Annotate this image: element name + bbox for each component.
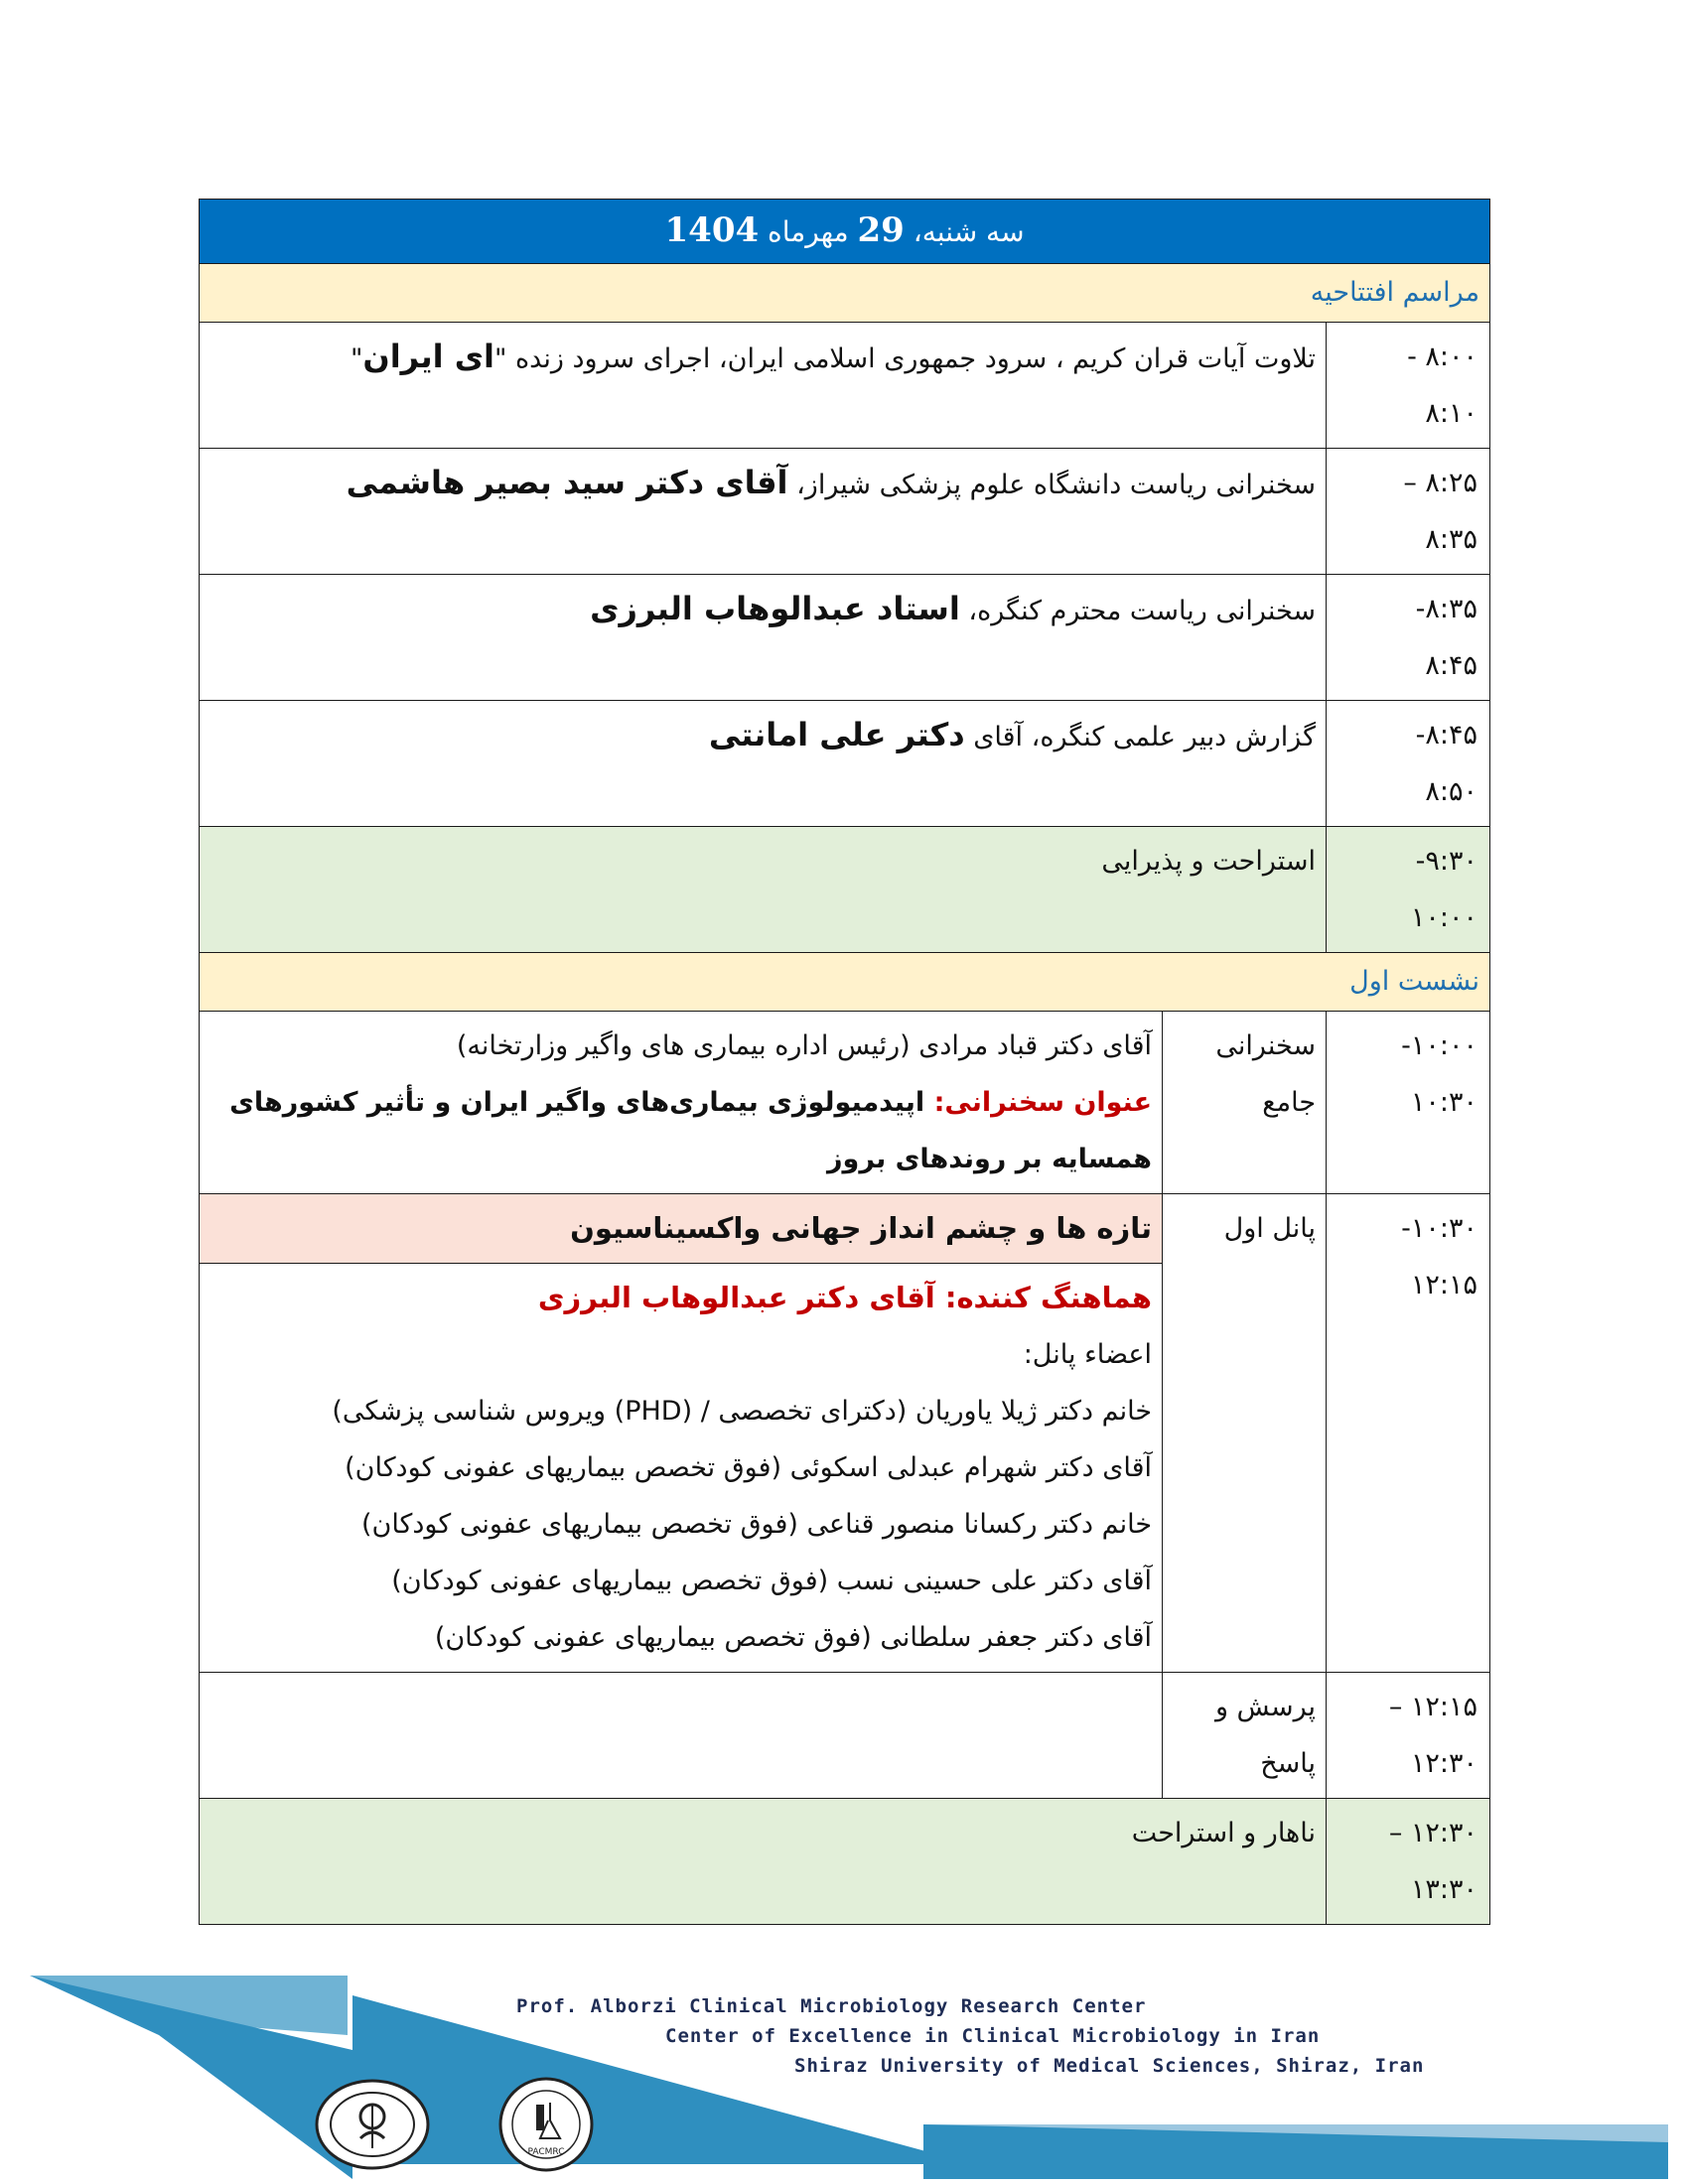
- time-cell: ۸:۰۰ - ۸:۱۰: [1327, 323, 1490, 449]
- schedule-table: [199, 199, 1490, 1925]
- qa-content-cell: [200, 1673, 1163, 1799]
- time-cell: ۱۰:۰۰- ۱۰:۳۰: [1327, 1012, 1490, 1194]
- type-cell: پانل اول: [1163, 1194, 1327, 1673]
- keynote-speaker: آقای دکتر قباد مرادی (رئیس اداره بیماری های واگیر وزارتخانه): [456, 1030, 1153, 1061]
- pacmrc-logo: [487, 2073, 606, 2176]
- section-first-session-title: نشست اول: [200, 953, 1490, 1012]
- time-cell: ۱۲:۳۰ – ۱۳:۳۰: [1327, 1799, 1490, 1925]
- time-cell: ۸:۲۵ – ۸:۳۵: [1327, 449, 1490, 575]
- year-number: 1404: [664, 210, 760, 250]
- date-header-row: [200, 200, 1490, 264]
- panel-member: آقای دکتر شهرام عبدلی اسکوئی (فوق تخصص بیماریهای عفونی کودکان): [345, 1452, 1153, 1483]
- panel-member: خانم دکتر رکسانا منصور قناعی (فوق تخصص بیماریهای عفونی کودکان): [360, 1509, 1153, 1540]
- svg-text:PACMRC: PACMRC: [527, 2147, 565, 2157]
- schedule-row: [200, 575, 1490, 701]
- shiraz-university-logo: [308, 2075, 437, 2174]
- panel-member: آقای دکتر جعفر سلطانی (فوق تخصص بیماریهای عفونی کودکان): [434, 1622, 1153, 1653]
- schedule-row: [200, 449, 1490, 575]
- time-cell: ۱۲:۱۵ – ۱۲:۳۰: [1327, 1673, 1490, 1799]
- qa-row: [200, 1673, 1490, 1799]
- lunch-row: [200, 1799, 1490, 1925]
- keynote-title: عنوان سخنرانی: اپیدمیولوژی بیماری‌های واگیر ایران و تأثیر کشورهای همسایه بر روندهای بروز: [229, 1087, 1153, 1174]
- panel-coordinator: هماهنگ کننده: آقای دکتر عبدالوهاب البرزی: [537, 1281, 1153, 1314]
- time-cell: ۸:۳۵- ۸:۴۵: [1327, 575, 1490, 701]
- footer: [0, 1976, 1688, 2184]
- schedule-row: [200, 701, 1490, 827]
- event-cell: تلاوت آیات قران کریم ، سرود جمهوری اسلامی ایران، اجرای سرود زنده "ای ایران": [200, 323, 1327, 449]
- footer-line-2: Center of Excellence in Clinical Microbiology in Iran: [665, 2025, 1321, 2047]
- section-opening-title: مراسم افتتاحیه: [200, 264, 1490, 323]
- time-cell: ۹:۳۰- ۱۰:۰۰: [1327, 827, 1490, 953]
- type-cell: سخنرانی جامع: [1163, 1012, 1327, 1194]
- month-label: مهرماه: [768, 215, 849, 248]
- footer-line-1: Prof. Alborzi Clinical Microbiology Research Center: [516, 1995, 1147, 2017]
- panel-topic: تازه ها و چشم انداز جهانی واکسیناسیون: [200, 1194, 1163, 1264]
- panel-topic-row: [200, 1194, 1490, 1264]
- panel-member: خانم دکتر ژیلا یاوریان (دکترای تخصصی / (PHD) ویروس شناسی پزشکی): [332, 1396, 1153, 1427]
- keynote-row: [200, 1012, 1490, 1194]
- schedule-row: [200, 323, 1490, 449]
- keynote-cell: [200, 1012, 1163, 1194]
- lunch-cell: ناهار و استراحت: [200, 1799, 1327, 1925]
- break-cell: استراحت و پذیرایی: [200, 827, 1327, 953]
- time-cell: ۱۰:۳۰- ۱۲:۱۵: [1327, 1194, 1490, 1673]
- time-cell: ۸:۴۵- ۸:۵۰: [1327, 701, 1490, 827]
- panel-members-cell: [200, 1264, 1163, 1673]
- date-header: [200, 200, 1490, 264]
- day-number: 29: [857, 210, 905, 250]
- event-cell: سخنرانی ریاست محترم کنگره، استاد عبدالوهاب البرزی: [200, 575, 1327, 701]
- section-first-session-row: [200, 953, 1490, 1012]
- section-opening-row: [200, 264, 1490, 323]
- event-cell: سخنرانی ریاست دانشگاه علوم پزشکی شیراز، آقای دکتر سید بصیر هاشمی: [200, 449, 1327, 575]
- weekday-label: سه شنبه،: [913, 215, 1025, 248]
- footer-line-3: Shiraz University of Medical Sciences, Shiraz, Iran: [794, 2055, 1425, 2077]
- panel-member: آقای دکتر علی حسینی نسب (فوق تخصص بیماریهای عفونی کودکان): [391, 1566, 1153, 1596]
- event-cell: گزارش دبیر علمی کنگره، آقای دکتر علی امانتی: [200, 701, 1327, 827]
- panel-members-label: اعضاء پانل:: [1023, 1339, 1153, 1370]
- type-cell: پرسش و پاسخ: [1163, 1673, 1327, 1799]
- break-row: [200, 827, 1490, 953]
